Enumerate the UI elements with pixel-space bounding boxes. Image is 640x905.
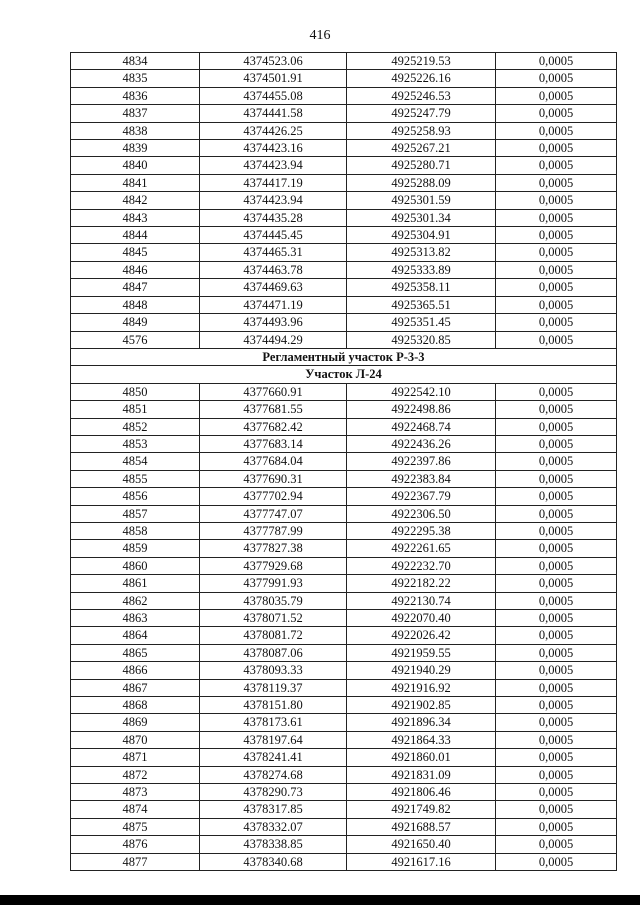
cell-coord-y: 4925246.53 xyxy=(347,87,496,104)
cell-point-number: 4852 xyxy=(71,418,200,435)
table-row xyxy=(71,383,617,400)
cell-point-number: 4860 xyxy=(71,557,200,574)
cell-coord-x: 4374471.19 xyxy=(200,296,347,313)
cell-point-number: 4864 xyxy=(71,627,200,644)
cell-coord-y: 4922383.84 xyxy=(347,470,496,487)
cell-accuracy: 0,0005 xyxy=(496,801,617,818)
cell-point-number: 4853 xyxy=(71,435,200,452)
cell-coord-y: 4922542.10 xyxy=(347,383,496,400)
cell-point-number: 4863 xyxy=(71,610,200,627)
table-row xyxy=(71,53,617,70)
cell-accuracy: 0,0005 xyxy=(496,157,617,174)
cell-coord-x: 4374523.06 xyxy=(200,53,347,70)
section-row xyxy=(71,348,617,365)
cell-accuracy: 0,0005 xyxy=(496,644,617,661)
table-row xyxy=(71,453,617,470)
cell-coord-y: 4922232.70 xyxy=(347,557,496,574)
cell-accuracy: 0,0005 xyxy=(496,853,617,870)
cell-point-number: 4867 xyxy=(71,679,200,696)
table-row xyxy=(71,488,617,505)
table-row xyxy=(71,174,617,191)
cell-coord-x: 4374493.96 xyxy=(200,314,347,331)
cell-point-number: 4848 xyxy=(71,296,200,313)
cell-coord-y: 4925258.93 xyxy=(347,122,496,139)
cell-accuracy: 0,0005 xyxy=(496,627,617,644)
cell-point-number: 4868 xyxy=(71,697,200,714)
cell-coord-y: 4925288.09 xyxy=(347,174,496,191)
cell-accuracy: 0,0005 xyxy=(496,70,617,87)
cell-accuracy: 0,0005 xyxy=(496,227,617,244)
cell-point-number: 4862 xyxy=(71,592,200,609)
cell-accuracy: 0,0005 xyxy=(496,383,617,400)
cell-point-number: 4837 xyxy=(71,105,200,122)
subsection-title: Участок Л-24 xyxy=(71,366,617,383)
cell-point-number: 4866 xyxy=(71,662,200,679)
table-row xyxy=(71,105,617,122)
cell-accuracy: 0,0005 xyxy=(496,122,617,139)
table-row xyxy=(71,122,617,139)
cell-accuracy: 0,0005 xyxy=(496,488,617,505)
cell-accuracy: 0,0005 xyxy=(496,540,617,557)
cell-point-number: 4834 xyxy=(71,53,200,70)
table-row xyxy=(71,209,617,226)
cell-accuracy: 0,0005 xyxy=(496,174,617,191)
table-section-b xyxy=(71,383,617,870)
cell-coord-y: 4921916.92 xyxy=(347,679,496,696)
cell-accuracy: 0,0005 xyxy=(496,279,617,296)
cell-coord-x: 4374445.45 xyxy=(200,227,347,244)
cell-point-number: 4865 xyxy=(71,644,200,661)
table-row xyxy=(71,627,617,644)
cell-coord-y: 4922306.50 xyxy=(347,505,496,522)
table-row xyxy=(71,644,617,661)
cell-coord-y: 4922182.22 xyxy=(347,575,496,592)
cell-accuracy: 0,0005 xyxy=(496,731,617,748)
table-row xyxy=(71,853,617,870)
cell-point-number: 4843 xyxy=(71,209,200,226)
cell-coord-y: 4921806.46 xyxy=(347,784,496,801)
table-section-headers xyxy=(71,348,617,383)
cell-point-number: 4855 xyxy=(71,470,200,487)
table-row xyxy=(71,818,617,835)
cell-point-number: 4874 xyxy=(71,801,200,818)
cell-coord-x: 4378274.68 xyxy=(200,766,347,783)
cell-point-number: 4838 xyxy=(71,122,200,139)
cell-point-number: 4876 xyxy=(71,836,200,853)
cell-coord-y: 4925280.71 xyxy=(347,157,496,174)
table-row xyxy=(71,784,617,801)
cell-coord-y: 4921896.34 xyxy=(347,714,496,731)
cell-point-number: 4869 xyxy=(71,714,200,731)
cell-accuracy: 0,0005 xyxy=(496,505,617,522)
cell-coord-x: 4378119.37 xyxy=(200,679,347,696)
subsection-row xyxy=(71,366,617,383)
cell-coord-x: 4377702.94 xyxy=(200,488,347,505)
cell-point-number: 4870 xyxy=(71,731,200,748)
cell-point-number: 4844 xyxy=(71,227,200,244)
table-row xyxy=(71,522,617,539)
cell-accuracy: 0,0005 xyxy=(496,522,617,539)
cell-coord-x: 4374469.63 xyxy=(200,279,347,296)
cell-accuracy: 0,0005 xyxy=(496,749,617,766)
cell-point-number: 4858 xyxy=(71,522,200,539)
cell-coord-x: 4374417.19 xyxy=(200,174,347,191)
cell-coord-x: 4377787.99 xyxy=(200,522,347,539)
cell-accuracy: 0,0005 xyxy=(496,679,617,696)
table-row xyxy=(71,418,617,435)
table-section-a xyxy=(71,53,617,349)
table-row xyxy=(71,227,617,244)
cell-coord-y: 4925304.91 xyxy=(347,227,496,244)
cell-coord-x: 4378071.52 xyxy=(200,610,347,627)
cell-coord-x: 4378241.41 xyxy=(200,749,347,766)
table-row xyxy=(71,540,617,557)
cell-coord-y: 4922130.74 xyxy=(347,592,496,609)
cell-point-number: 4875 xyxy=(71,818,200,835)
table-row xyxy=(71,766,617,783)
cell-coord-x: 4378093.33 xyxy=(200,662,347,679)
cell-coord-y: 4922397.86 xyxy=(347,453,496,470)
cell-coord-x: 4374423.94 xyxy=(200,157,347,174)
table-row xyxy=(71,296,617,313)
cell-coord-y: 4921650.40 xyxy=(347,836,496,853)
cell-coord-x: 4378317.85 xyxy=(200,801,347,818)
cell-coord-y: 4922295.38 xyxy=(347,522,496,539)
cell-point-number: 4576 xyxy=(71,331,200,348)
cell-accuracy: 0,0005 xyxy=(496,714,617,731)
cell-coord-y: 4925313.82 xyxy=(347,244,496,261)
cell-accuracy: 0,0005 xyxy=(496,331,617,348)
cell-coord-x: 4378035.79 xyxy=(200,592,347,609)
table-row xyxy=(71,157,617,174)
cell-accuracy: 0,0005 xyxy=(496,697,617,714)
cell-coord-y: 4922261.65 xyxy=(347,540,496,557)
cell-coord-x: 4374501.91 xyxy=(200,70,347,87)
cell-coord-y: 4925301.34 xyxy=(347,209,496,226)
cell-coord-x: 4374423.16 xyxy=(200,140,347,157)
cell-accuracy: 0,0005 xyxy=(496,209,617,226)
cell-coord-x: 4377660.91 xyxy=(200,383,347,400)
cell-coord-x: 4377747.07 xyxy=(200,505,347,522)
cell-coord-x: 4377827.38 xyxy=(200,540,347,557)
cell-coord-y: 4922468.74 xyxy=(347,418,496,435)
table-row xyxy=(71,610,617,627)
cell-accuracy: 0,0005 xyxy=(496,435,617,452)
cell-coord-x: 4374435.28 xyxy=(200,209,347,226)
cell-coord-x: 4378340.68 xyxy=(200,853,347,870)
cell-accuracy: 0,0005 xyxy=(496,192,617,209)
cell-coord-y: 4921688.57 xyxy=(347,818,496,835)
cell-coord-x: 4374426.25 xyxy=(200,122,347,139)
cell-coord-x: 4378081.72 xyxy=(200,627,347,644)
cell-accuracy: 0,0005 xyxy=(496,314,617,331)
cell-point-number: 4872 xyxy=(71,766,200,783)
cell-coord-x: 4378087.06 xyxy=(200,644,347,661)
cell-point-number: 4845 xyxy=(71,244,200,261)
cell-accuracy: 0,0005 xyxy=(496,470,617,487)
table-row xyxy=(71,749,617,766)
cell-point-number: 4854 xyxy=(71,453,200,470)
cell-point-number: 4842 xyxy=(71,192,200,209)
cell-coord-y: 4925320.85 xyxy=(347,331,496,348)
coordinates-table xyxy=(70,52,617,871)
cell-coord-y: 4925301.59 xyxy=(347,192,496,209)
cell-accuracy: 0,0005 xyxy=(496,784,617,801)
scan-bottom-edge xyxy=(0,895,640,905)
cell-coord-x: 4377681.55 xyxy=(200,401,347,418)
cell-coord-y: 4925358.11 xyxy=(347,279,496,296)
table-row xyxy=(71,314,617,331)
cell-accuracy: 0,0005 xyxy=(496,53,617,70)
cell-point-number: 4857 xyxy=(71,505,200,522)
cell-accuracy: 0,0005 xyxy=(496,105,617,122)
cell-point-number: 4840 xyxy=(71,157,200,174)
table-row xyxy=(71,557,617,574)
cell-point-number: 4851 xyxy=(71,401,200,418)
cell-coord-y: 4925226.16 xyxy=(347,70,496,87)
cell-point-number: 4849 xyxy=(71,314,200,331)
cell-coord-x: 4377929.68 xyxy=(200,557,347,574)
cell-accuracy: 0,0005 xyxy=(496,87,617,104)
cell-accuracy: 0,0005 xyxy=(496,575,617,592)
cell-accuracy: 0,0005 xyxy=(496,261,617,278)
cell-coord-x: 4378173.61 xyxy=(200,714,347,731)
cell-coord-x: 4374494.29 xyxy=(200,331,347,348)
section-title: Регламентный участок Р-3-3 xyxy=(71,348,617,365)
table-row xyxy=(71,592,617,609)
cell-accuracy: 0,0005 xyxy=(496,140,617,157)
cell-point-number: 4847 xyxy=(71,279,200,296)
cell-coord-y: 4921617.16 xyxy=(347,853,496,870)
table-row xyxy=(71,697,617,714)
table-row xyxy=(71,401,617,418)
cell-coord-x: 4374463.78 xyxy=(200,261,347,278)
cell-coord-y: 4921831.09 xyxy=(347,766,496,783)
cell-coord-x: 4374423.94 xyxy=(200,192,347,209)
cell-accuracy: 0,0005 xyxy=(496,401,617,418)
cell-coord-y: 4925267.21 xyxy=(347,140,496,157)
cell-accuracy: 0,0005 xyxy=(496,453,617,470)
cell-accuracy: 0,0005 xyxy=(496,662,617,679)
cell-accuracy: 0,0005 xyxy=(496,818,617,835)
cell-accuracy: 0,0005 xyxy=(496,766,617,783)
cell-coord-y: 4925247.79 xyxy=(347,105,496,122)
cell-coord-y: 4921902.85 xyxy=(347,697,496,714)
cell-accuracy: 0,0005 xyxy=(496,418,617,435)
cell-coord-y: 4922070.40 xyxy=(347,610,496,627)
cell-coord-x: 4377683.14 xyxy=(200,435,347,452)
cell-point-number: 4861 xyxy=(71,575,200,592)
table-row xyxy=(71,836,617,853)
table-row xyxy=(71,279,617,296)
cell-accuracy: 0,0005 xyxy=(496,592,617,609)
cell-coord-x: 4378197.64 xyxy=(200,731,347,748)
table-row xyxy=(71,435,617,452)
cell-coord-y: 4921959.55 xyxy=(347,644,496,661)
table-row xyxy=(71,731,617,748)
cell-coord-x: 4377684.04 xyxy=(200,453,347,470)
table-row xyxy=(71,192,617,209)
cell-coord-x: 4374465.31 xyxy=(200,244,347,261)
cell-point-number: 4877 xyxy=(71,853,200,870)
cell-point-number: 4871 xyxy=(71,749,200,766)
table-row xyxy=(71,261,617,278)
cell-coord-x: 4378290.73 xyxy=(200,784,347,801)
cell-accuracy: 0,0005 xyxy=(496,610,617,627)
table-row xyxy=(71,801,617,818)
cell-accuracy: 0,0005 xyxy=(496,296,617,313)
cell-coord-y: 4922026.42 xyxy=(347,627,496,644)
table-row xyxy=(71,244,617,261)
cell-coord-y: 4925365.51 xyxy=(347,296,496,313)
cell-point-number: 4839 xyxy=(71,140,200,157)
table-row xyxy=(71,662,617,679)
table-row xyxy=(71,87,617,104)
cell-point-number: 4835 xyxy=(71,70,200,87)
cell-coord-y: 4922498.86 xyxy=(347,401,496,418)
cell-coord-y: 4921860.01 xyxy=(347,749,496,766)
cell-coord-y: 4921940.29 xyxy=(347,662,496,679)
cell-point-number: 4856 xyxy=(71,488,200,505)
cell-coord-x: 4378338.85 xyxy=(200,836,347,853)
table-row xyxy=(71,70,617,87)
table-row xyxy=(71,140,617,157)
cell-coord-y: 4925351.45 xyxy=(347,314,496,331)
table-row xyxy=(71,679,617,696)
table-row xyxy=(71,331,617,348)
cell-point-number: 4873 xyxy=(71,784,200,801)
cell-coord-x: 4377690.31 xyxy=(200,470,347,487)
cell-coord-x: 4377682.42 xyxy=(200,418,347,435)
cell-point-number: 4836 xyxy=(71,87,200,104)
cell-coord-x: 4374455.08 xyxy=(200,87,347,104)
table-row xyxy=(71,470,617,487)
cell-coord-y: 4925333.89 xyxy=(347,261,496,278)
cell-coord-x: 4377991.93 xyxy=(200,575,347,592)
cell-accuracy: 0,0005 xyxy=(496,244,617,261)
cell-point-number: 4846 xyxy=(71,261,200,278)
cell-coord-x: 4378151.80 xyxy=(200,697,347,714)
cell-point-number: 4841 xyxy=(71,174,200,191)
cell-coord-x: 4374441.58 xyxy=(200,105,347,122)
cell-coord-y: 4921864.33 xyxy=(347,731,496,748)
cell-coord-y: 4921749.82 xyxy=(347,801,496,818)
cell-point-number: 4859 xyxy=(71,540,200,557)
page-number: 416 xyxy=(309,28,331,43)
table-row xyxy=(71,575,617,592)
cell-coord-y: 4922367.79 xyxy=(347,488,496,505)
table-row xyxy=(71,505,617,522)
cell-accuracy: 0,0005 xyxy=(496,557,617,574)
table-row xyxy=(71,714,617,731)
cell-coord-y: 4922436.26 xyxy=(347,435,496,452)
cell-coord-x: 4378332.07 xyxy=(200,818,347,835)
cell-point-number: 4850 xyxy=(71,383,200,400)
cell-accuracy: 0,0005 xyxy=(496,836,617,853)
cell-coord-y: 4925219.53 xyxy=(347,53,496,70)
